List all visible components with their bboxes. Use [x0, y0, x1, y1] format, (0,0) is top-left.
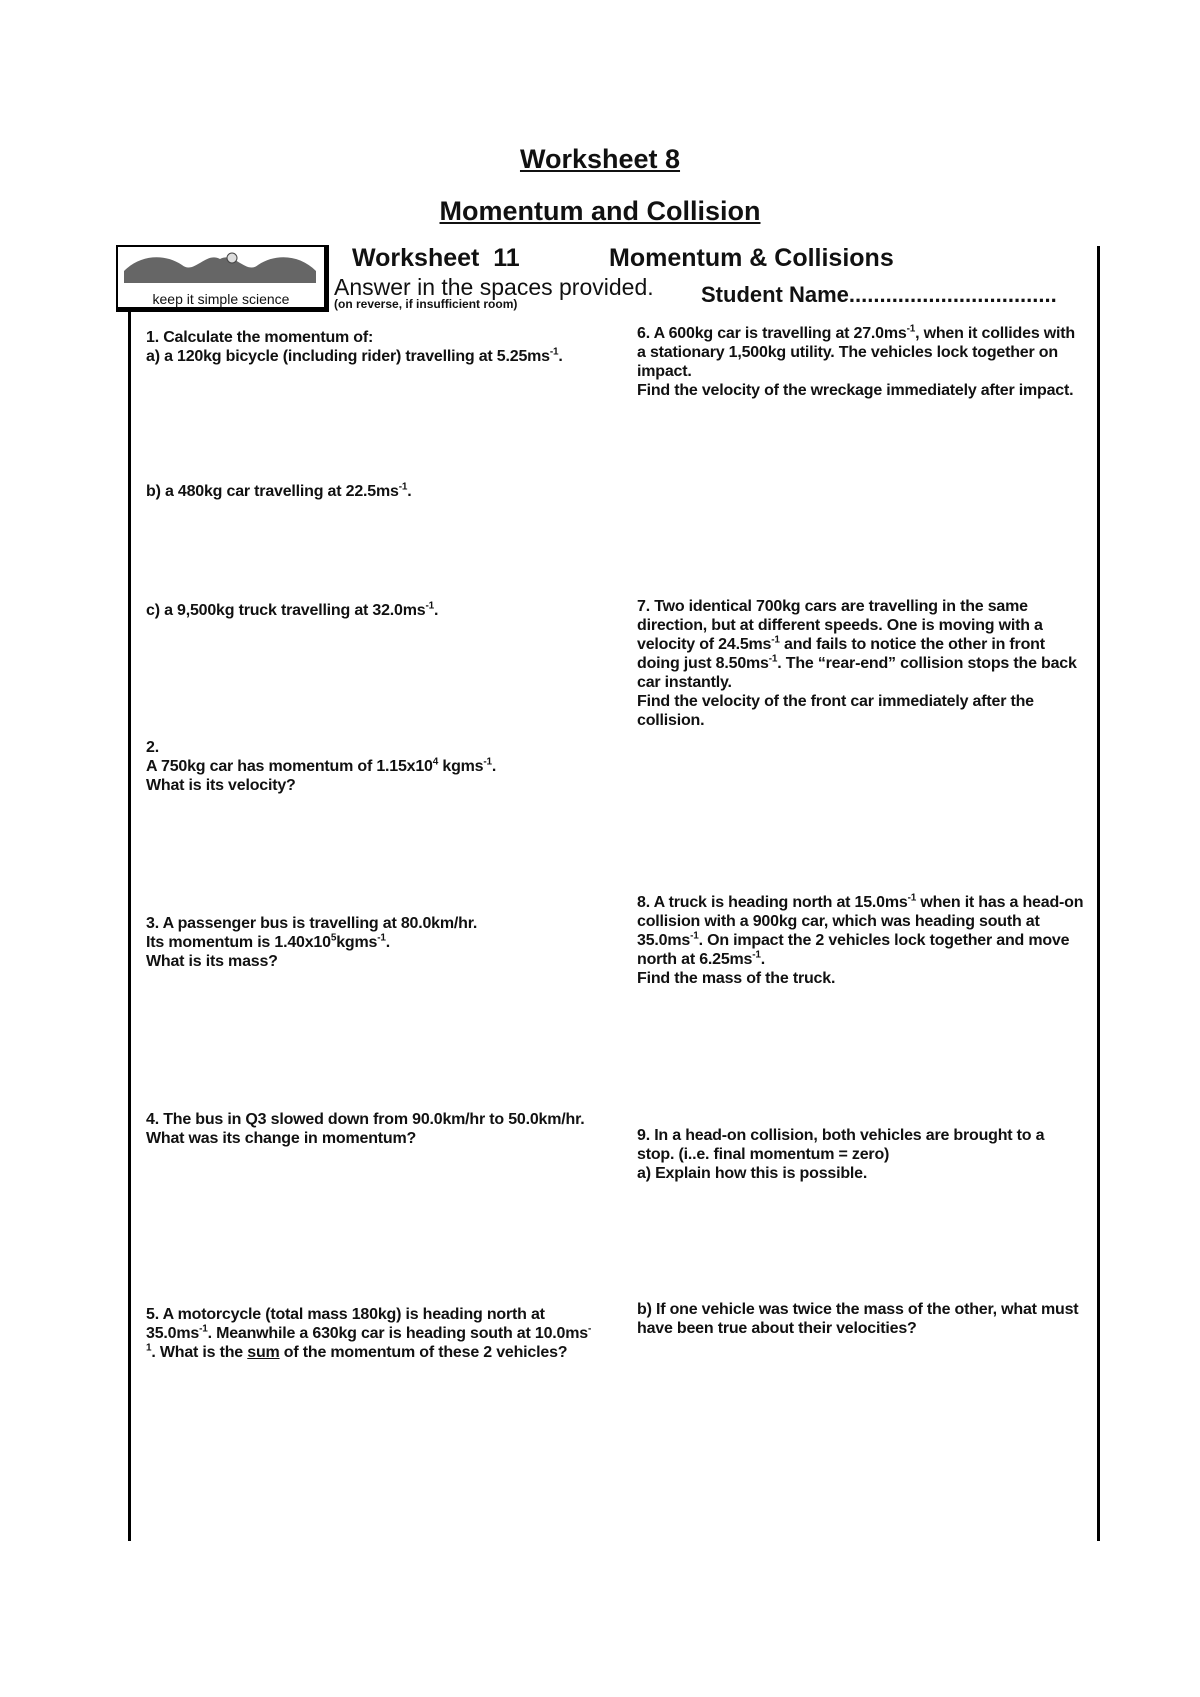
question-9b: b) If one vehicle was twice the mass of the other, what must have been true about their velocities?	[637, 1301, 1079, 1337]
question-5: 5. A motorcycle (total mass 180kg) is heading north at $35.0ms^{-1}$. Meanwhile a 630kg car is heading south at $10.0ms^{-1}$. What is the sum of the momentum of these 2 vehicles?	[146, 1306, 592, 1361]
question-1b: b) a 480kg car travelling at $22.5ms^{-1}$.	[146, 481, 412, 500]
question-1	[146, 328, 586, 366]
worksheet-topic: Momentum & Collisions	[609, 244, 894, 272]
student-name-field[interactable]: Student Name..................................	[701, 282, 1057, 307]
page-title: Worksheet 8	[519, 144, 681, 174]
question-1c: c) a 9,500kg truck travelling at $32.0ms^{-1}$.	[146, 600, 439, 619]
left-border-line	[128, 246, 131, 1541]
kiss-logo	[116, 245, 329, 312]
instruction: Answer in the spaces provided.	[334, 274, 654, 300]
instruction-note: (on reverse, if insufficient room)	[334, 297, 518, 311]
question-4: 4. The bus in Q3 slowed down from 90.0km/hr to 50.0km/hr. What was its change in momentum?	[146, 1111, 585, 1147]
logo-caption: keep it simple science	[152, 291, 290, 307]
q1a: a) a 120kg bicycle (including rider) travelling at $5.25ms^{-1}$.	[146, 346, 563, 365]
question-2: 2. A 750kg car has momentum of $1.15x10^4$ kgms$^{-1}$. What is its velocity?	[146, 739, 497, 794]
question-7: 7. Two identical 700kg cars are travelling in the same direction, but at different speeds. One is moving with a velocity of $24.5ms^{-1}$ and fails to notice the other in front doing just $8.50ms^{-1}$. The “rear-end” collision stops the back car instantly. Find the velocity of the front car immediately after the collision.	[637, 598, 1077, 729]
page-subtitle: Momentum and Collision	[439, 196, 761, 226]
question-8: 8. A truck is heading north at $15.0ms^{-1}$ when it has a head-on collision with a 900kg car, which was heading south at $35.0ms^{-1}$. On impact the 2 vehicles lock together and move north at $6.25ms^{-1}$. Find the mass of the truck.	[637, 892, 1084, 987]
logo-graphic	[120, 247, 320, 283]
worksheet-label: Worksheet 11	[352, 244, 520, 272]
q1-intro: 1. Calculate the momentum of:	[146, 329, 374, 346]
question-9: 9. In a head-on collision, both vehicles are brought to a stop. (i..e. final momentum = zero) a) Explain how this is possible.	[637, 1127, 1045, 1182]
question-6: 6. A 600kg car is travelling at $27.0ms^{-1}$, when it collides with a stationary 1,500kg utility. The vehicles lock together on impact. Find the velocity of the wreckage immediately after impact.	[637, 323, 1075, 399]
right-border-line	[1097, 246, 1100, 1541]
question-3: 3. A passenger bus is travelling at 80.0km/hr. Its momentum is $1.40x10^5kgms^{-1}$. What is its mass?	[146, 915, 478, 970]
